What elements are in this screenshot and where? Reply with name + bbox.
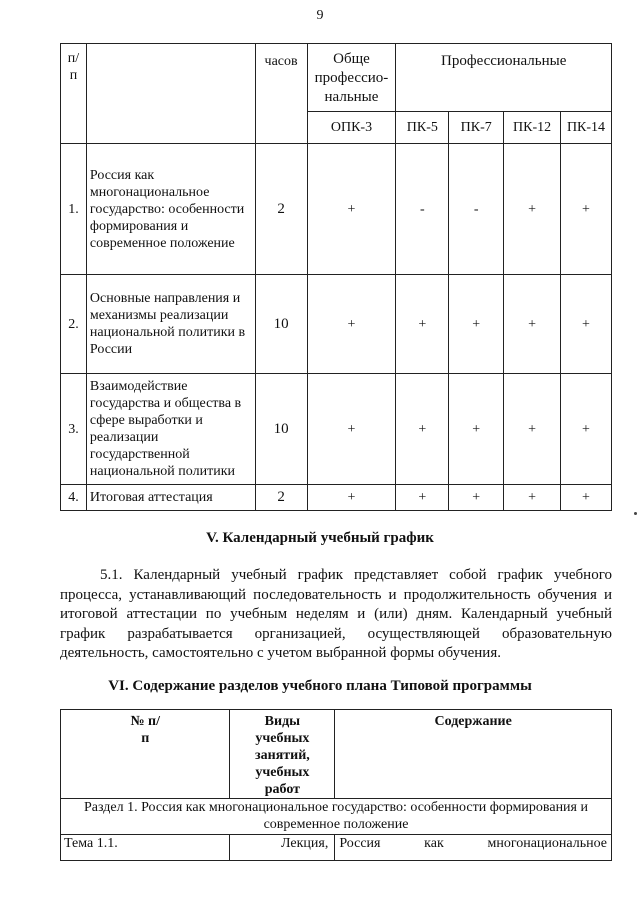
competency-row — [61, 485, 612, 511]
competency-mark: + — [449, 275, 504, 374]
section5-heading: V. Календарный учебный график — [206, 530, 434, 546]
competency-mark: + — [561, 485, 612, 511]
content-header-types: Виды учебных занятий, учебных работ — [230, 710, 335, 799]
competency-mark: + — [504, 374, 561, 485]
row-number: 1. — [61, 144, 87, 275]
content-table — [60, 709, 612, 861]
row-topic: Россия как многонациональное государство: особенности формирования и современное положение — [86, 144, 255, 275]
competency-row — [61, 144, 612, 275]
competency-mark: + — [504, 144, 561, 275]
scan-dot — [634, 512, 637, 515]
row-topic: Взаимодействие государства и общества в сфере выработки и реализации государственной национальной политики — [86, 374, 255, 485]
row-hours: 10 — [255, 275, 307, 374]
section6-heading: VI. Содержание разделов учебного плана Типовой программы — [108, 678, 532, 694]
row-hours: 10 — [255, 374, 307, 485]
competency-mark: + — [396, 485, 449, 511]
header-professional-group: Профессиональные — [396, 44, 612, 112]
row-topic: Итоговая аттестация — [86, 485, 255, 511]
competency-mark: + — [504, 485, 561, 511]
row-number: 3. — [61, 374, 87, 485]
code-опк-3: ОПК-3 — [307, 112, 396, 144]
competency-mark: + — [307, 485, 396, 511]
competency-mark: + — [449, 485, 504, 511]
row-hours: 2 — [255, 144, 307, 275]
content-header-num: № п/п — [61, 710, 230, 799]
section-row: Раздел 1. Россия как многонациональное государство: особенности формирования и современное положение — [61, 799, 612, 835]
code-пк-7: ПК-7 — [449, 112, 504, 144]
competency-mark: + — [307, 144, 396, 275]
competency-mark: + — [307, 374, 396, 485]
competency-mark: + — [561, 275, 612, 374]
topic-cell: Тема 1.1. — [61, 835, 230, 861]
row-hours: 2 — [255, 485, 307, 511]
header-topic — [86, 44, 255, 144]
content-cell: Россия как многонациональное — [335, 835, 612, 861]
type-cell: Лекция, — [230, 835, 335, 861]
row-number: 4. — [61, 485, 87, 511]
competency-mark: + — [449, 374, 504, 485]
header-num: п/п — [61, 44, 87, 144]
competency-mark: - — [449, 144, 504, 275]
content-header-content: Содержание — [335, 710, 612, 799]
competency-row — [61, 275, 612, 374]
competency-mark: + — [504, 275, 561, 374]
section5-paragraph: 5.1. Календарный учебный график представляет собой график учебного процесса, устанавливающий последовательность и продолжительность обучения и итоговой аттестации по учебным неделям и (или) дням. Календарный учебный график разрабатывается организацией, осуществляющей образовательную деятельность, самостоятельно с учетом выбранной формы обучения. — [60, 567, 612, 661]
row-number: 2. — [61, 275, 87, 374]
code-пк-12: ПК-12 — [504, 112, 561, 144]
competency-mark: + — [561, 144, 612, 275]
page-number: 9 — [316, 8, 324, 23]
competency-row — [61, 374, 612, 485]
competency-mark: + — [307, 275, 396, 374]
competency-mark: + — [396, 374, 449, 485]
code-пк-14: ПК-14 — [561, 112, 612, 144]
row-topic: Основные направления и механизмы реализации национальной политики в России — [86, 275, 255, 374]
competency-mark: + — [396, 275, 449, 374]
competency-mark: - — [396, 144, 449, 275]
header-hours: часов — [255, 44, 307, 144]
code-пк-5: ПК-5 — [396, 112, 449, 144]
competency-mark: + — [561, 374, 612, 485]
competency-table — [60, 43, 612, 511]
header-general-group: Обще профессио-нальные — [307, 44, 396, 112]
